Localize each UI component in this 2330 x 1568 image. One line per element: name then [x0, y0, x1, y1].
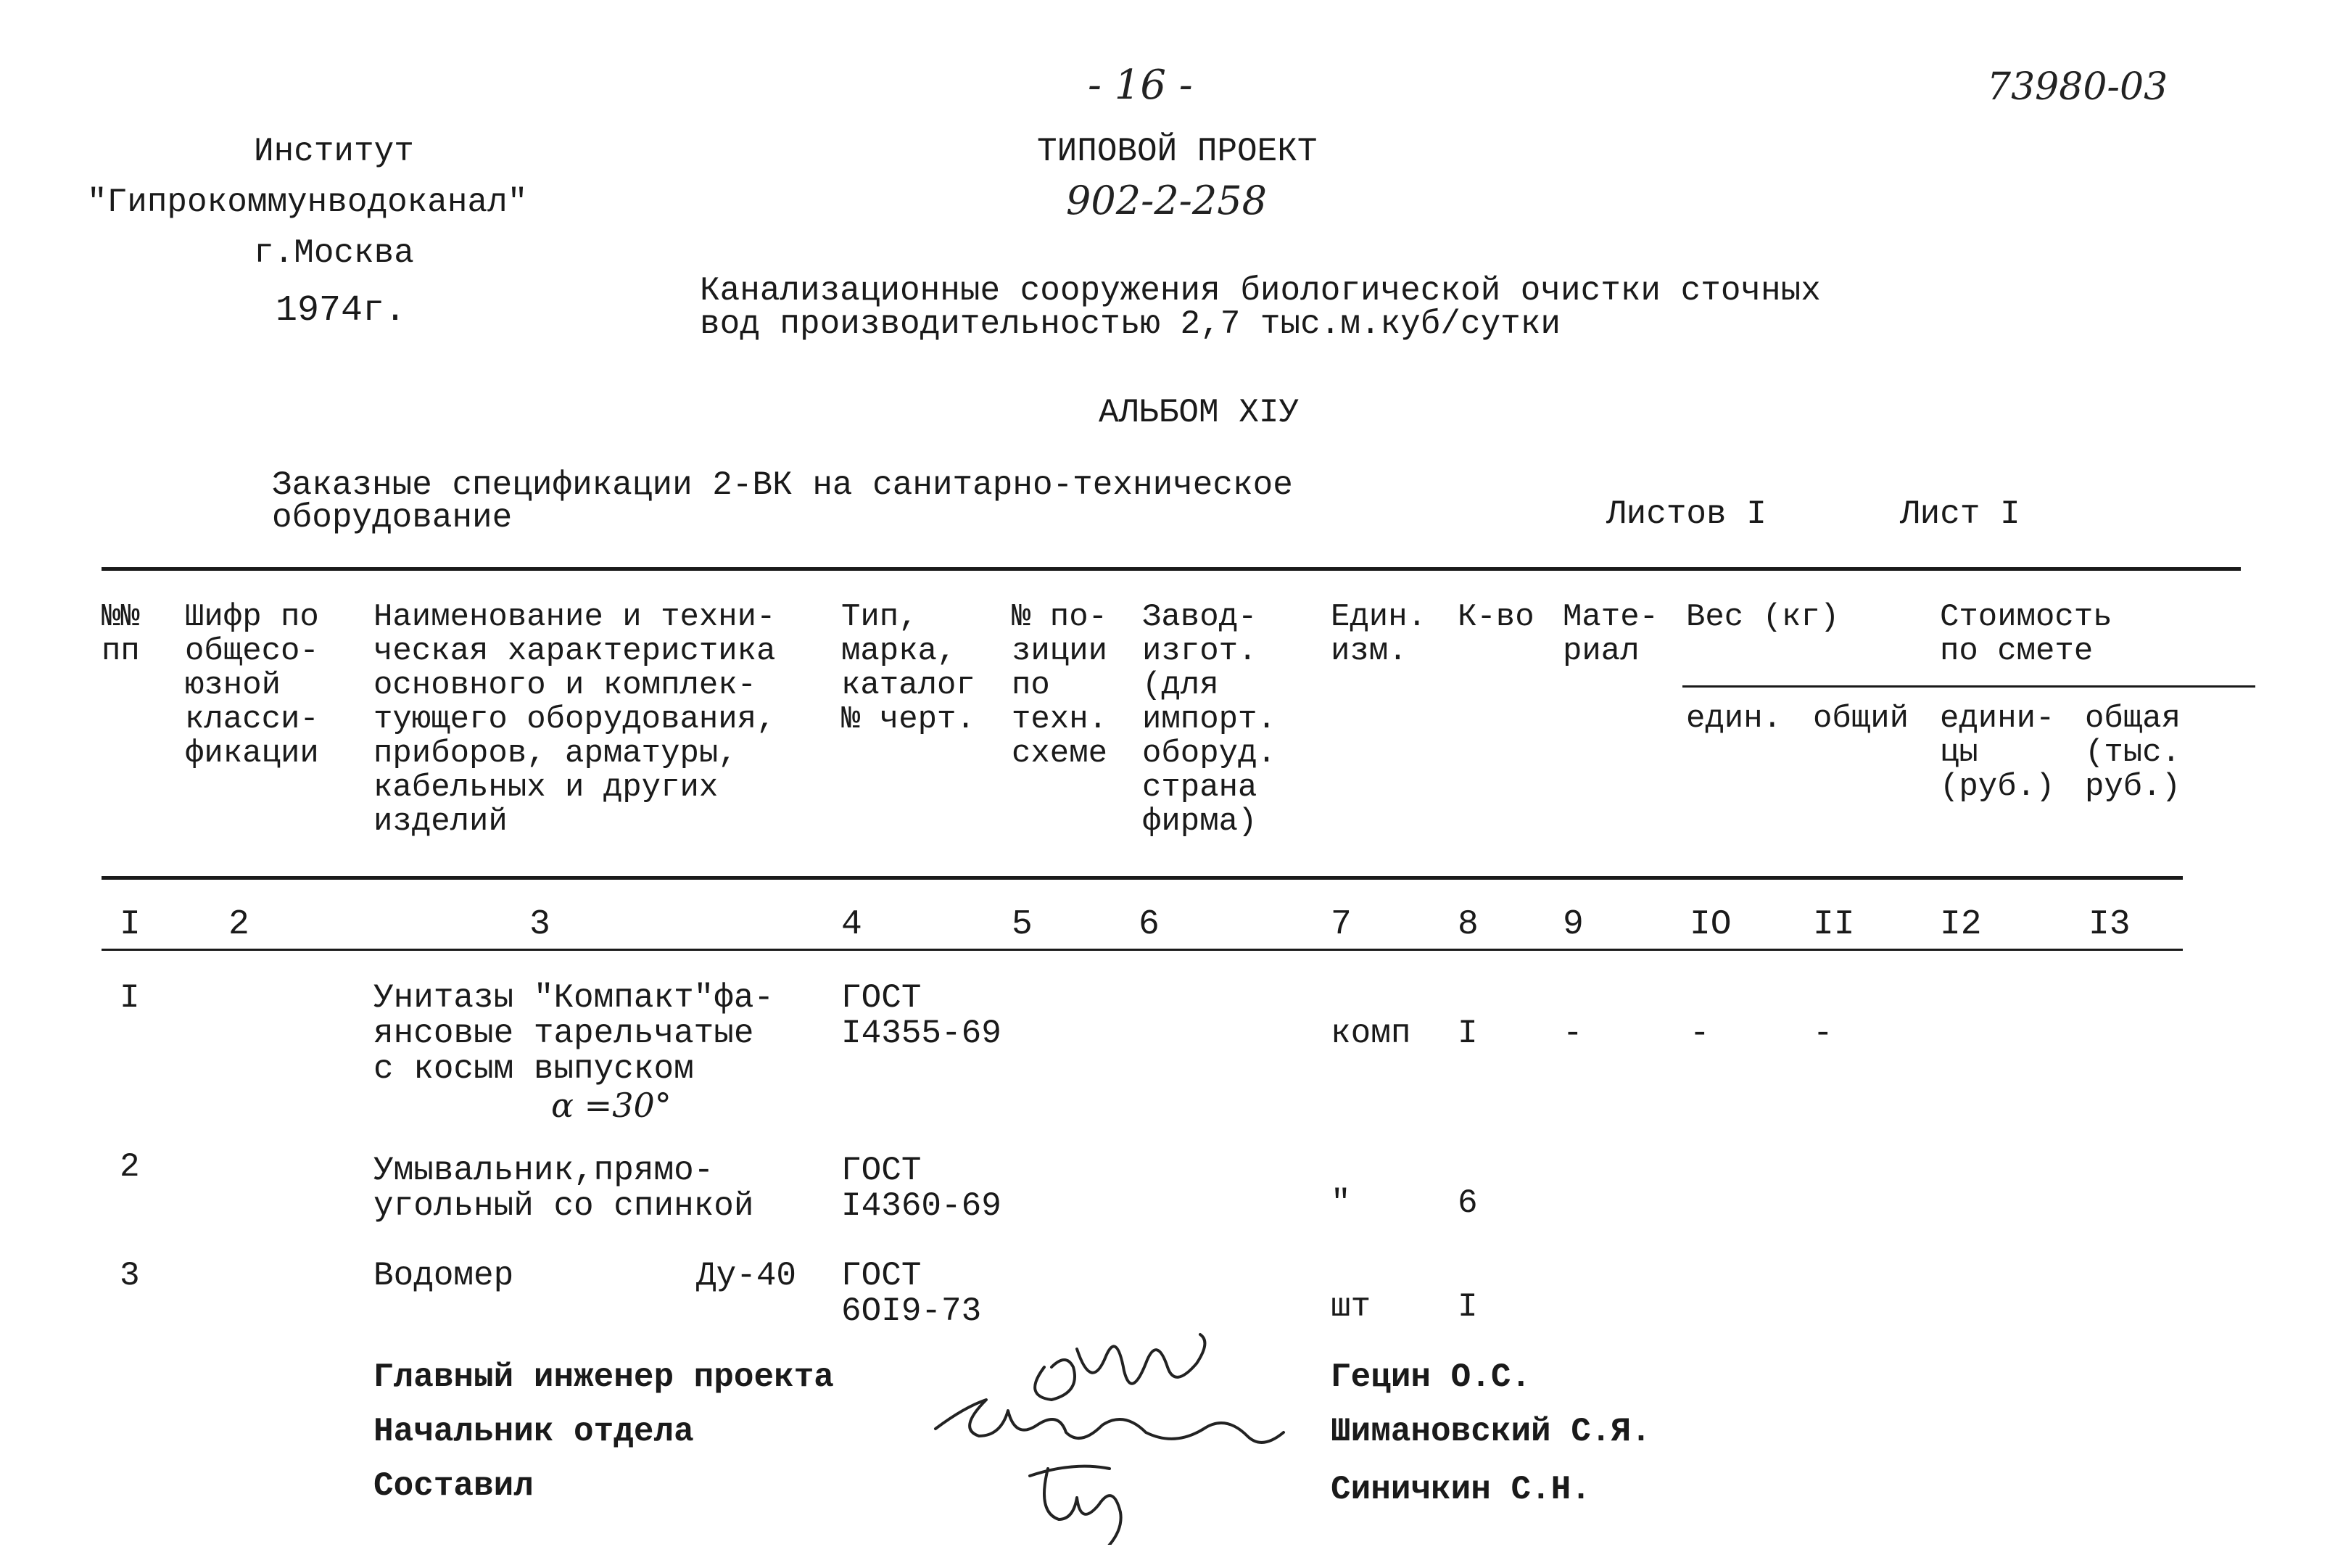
sig-name-dept-head: Шимановский С.Я. — [1331, 1413, 1651, 1451]
col-number-5: 5 — [1012, 905, 1033, 944]
row3-unit: шт — [1331, 1288, 1371, 1326]
row1-type: ГОСТ I4355-69 — [841, 979, 1001, 1052]
sheets-total: Листов I — [1606, 495, 1767, 533]
header-position: № по- зиции по техн. схеме — [1012, 599, 1108, 772]
row1-note: α =30° — [551, 1086, 672, 1125]
signature-stroke-2 — [935, 1400, 1284, 1443]
header-unit: Един. изм. — [1331, 599, 1427, 669]
header-qty: К-во — [1458, 599, 1534, 635]
table-top-rule — [102, 567, 2241, 571]
header-type: Тип, марка, каталог № черт. — [841, 599, 975, 738]
page-number: - 16 - — [1088, 62, 1193, 109]
row1-weight-unit: - — [1690, 1015, 1710, 1052]
col-number-8: 8 — [1458, 905, 1479, 944]
institute-city: г.Москва — [254, 234, 414, 272]
col-number-4: 4 — [841, 905, 862, 944]
sheet-number: Лист I — [1900, 495, 2020, 533]
header-cost-unit: едини- цы (руб.) — [1940, 701, 2055, 805]
col-number-2: 2 — [228, 905, 249, 944]
row1-name: Унитазы "Компакт"фа- янсовые тарельчатые с косым выпуском — [373, 979, 774, 1088]
institute-label: Институт — [254, 133, 414, 170]
col-number-10: IO — [1690, 905, 1732, 944]
header-code: Шифр по общесо- юзной класси- фикации — [185, 599, 319, 772]
header-weight: Вес (кг) — [1686, 599, 1840, 635]
institute-year: 1974г. — [276, 290, 407, 331]
header-weight-total: общий — [1813, 701, 1909, 737]
project-title-line2: вод производительностью 2,7 тыс.м.куб/сутки — [700, 305, 1561, 343]
col-number-11: II — [1813, 905, 1855, 944]
col-number-6: 6 — [1139, 905, 1160, 944]
col-number-1: I — [120, 905, 141, 944]
col-number-9: 9 — [1563, 905, 1584, 944]
sig-role-compiler: Составил — [373, 1467, 534, 1505]
row3-number: 3 — [120, 1257, 140, 1295]
header-material: Мате- риал — [1563, 599, 1659, 669]
row3-type: ГОСТ 6OI9-73 — [841, 1257, 982, 1330]
colnum-rule — [102, 949, 2183, 951]
row1-material: - — [1563, 1015, 1583, 1052]
header-manufacturer: Завод- изгот. (для импорт. оборуд. страна фирма) — [1142, 599, 1276, 840]
sig-name-compiler: Синичкин С.Н. — [1331, 1471, 1591, 1509]
sig-role-chief-engineer: Главный инженер проекта — [373, 1358, 834, 1396]
project-label: ТИПОВОЙ ПРОЕКТ — [1037, 133, 1318, 170]
header-number: №№ пп — [102, 599, 140, 669]
spec-title-line2: оборудование — [272, 499, 513, 537]
row1-unit: комп — [1331, 1015, 1411, 1052]
row2-unit: " — [1331, 1184, 1351, 1222]
row1-qty: I — [1458, 1015, 1478, 1052]
col-number-12: I2 — [1940, 905, 1982, 944]
header-name: Наименование и техни- ческая характеристика основного и комплек- тующего оборудования, приборов, арматуры, кабельных и других изделий — [373, 599, 776, 840]
row1-weight-total: - — [1813, 1015, 1833, 1052]
handwritten-signatures — [921, 1327, 1313, 1545]
row1-number: I — [120, 979, 140, 1017]
col-number-13: I3 — [2089, 905, 2131, 944]
row2-number: 2 — [120, 1148, 140, 1186]
weight-cost-subrule — [1682, 685, 2255, 688]
sig-role-dept-head: Начальник отдела — [373, 1413, 694, 1451]
album-title: АЛЬБОМ XIУ — [1099, 394, 1300, 432]
row2-qty: 6 — [1458, 1184, 1478, 1222]
project-code: 902-2-258 — [1066, 178, 1267, 223]
project-title-line1: Канализационные сооружения биологической очистки сточных — [700, 272, 1821, 310]
header-cost-total: общая (тыс. руб.) — [2085, 701, 2181, 805]
doc-number: 73980-03 — [1987, 65, 2168, 109]
header-cost: Стоимость по смете — [1940, 599, 2112, 669]
row3-size: Ду-40 — [696, 1257, 797, 1295]
row3-qty: I — [1458, 1288, 1478, 1326]
header-bottom-rule — [102, 876, 2183, 880]
row2-name: Умывальник,прямо- угольный со спинкой — [373, 1152, 754, 1225]
sig-name-chief-engineer: Гецин О.С. — [1331, 1358, 1532, 1396]
spec-title-line1: Заказные спецификации 2-ВК на санитарно-техническое — [272, 466, 1293, 504]
institute-name: "Гипрокоммунводоканал" — [87, 183, 528, 221]
signature-stroke-1 — [1035, 1334, 1205, 1400]
col-number-3: 3 — [529, 905, 550, 944]
col-number-7: 7 — [1331, 905, 1352, 944]
signature-stroke-3 — [1030, 1466, 1121, 1545]
header-weight-unit: един. — [1686, 701, 1782, 737]
row2-type: ГОСТ I4360-69 — [841, 1152, 1001, 1225]
row3-name: Водомер — [373, 1257, 514, 1295]
